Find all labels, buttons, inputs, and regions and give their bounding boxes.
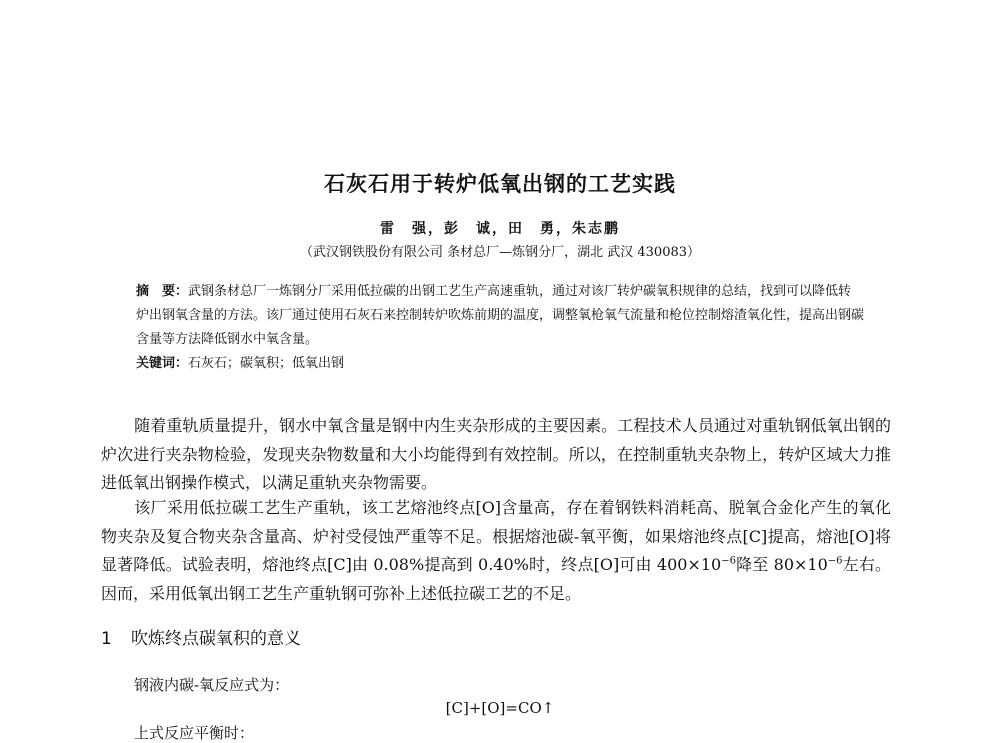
section-number: 1 — [101, 629, 112, 649]
paragraph-2-text-a: 该厂采用低拉碳工艺生产重轨，该工艺熔池终点[O]含量高，存在着钢铁料消耗高、脱氧合金化产生的氧化物夹杂及复合物夹杂含量高、炉衬受侵蚀严重等不足。根据熔池碳-氧平衡，如果熔池终点[C]提高，熔池[O]将显著降低。试验表明，熔池终点[C]由 0.08%提高到 0.40%时，终点[O]可由 400×10 — [101, 498, 891, 574]
author-list: 雷 强，彭 诚，田 勇，朱志鹏 — [380, 221, 620, 237]
reaction-intro: 钢液内碳-氧反应式为： — [134, 676, 290, 694]
body-paragraph-2 — [101, 494, 891, 608]
superscript-exponent: −6 — [827, 555, 843, 567]
abstract-text: 武钢条材总厂一炼钢分厂采用低拉碳的出钢工艺生产高速重轨，通过对该厂转炉碳氧积规律的总结，找到可以降低转炉出钢氧含量的方法。该厂通过使用石灰石来控制转炉吹炼前期的温度，调整氧枪氧气流量和枪位控制熔渣氧化性，提高出钢碳含量等方法降低钢水中氧含量。 — [136, 284, 865, 347]
affiliation: （武汉钢铁股份有限公司 条材总厂—炼钢分厂，湖北 武汉 430083） — [299, 245, 701, 260]
body-paragraph-1 — [101, 412, 891, 498]
keywords-text: 石灰石；碳氧积；低氧出钢 — [188, 356, 345, 371]
superscript-exponent: −6 — [721, 555, 736, 567]
keywords — [136, 352, 864, 376]
paragraph-2-text-b: 降至 80×10 — [735, 555, 828, 574]
paper-title: 石灰石用于转炉低氧出钢的工艺实践 — [324, 172, 676, 196]
reaction-equation: [C]+[O]=CO↑ — [445, 699, 555, 717]
abstract — [136, 280, 864, 352]
section-heading-1 — [101, 624, 301, 649]
paragraph-1-text: 随着重轨质量提升，钢水中氧含量是钢中内生夹杂形成的主要因素。工程技术人员通过对重轨钢低氧出钢的炉次进行夹杂物检验，发现夹杂物数量和大小均能得到有效控制。所以，在控制重轨夹杂物上，转炉区域大力推进低氧出钢操作模式，以满足重轨夹杂物需要。 — [101, 416, 891, 492]
balance-intro: 上式反应平衡时： — [134, 724, 255, 742]
paragraph-2-text-c: 左右。因而，采用低氧出钢工艺生产重轨钢可弥补上述低拉碳工艺的不足。 — [101, 555, 891, 603]
abstract-label: 摘 要： — [136, 284, 189, 299]
section-title: 吹炼终点碳氧积的意义 — [131, 629, 301, 649]
keywords-label: 关键词： — [136, 356, 189, 371]
